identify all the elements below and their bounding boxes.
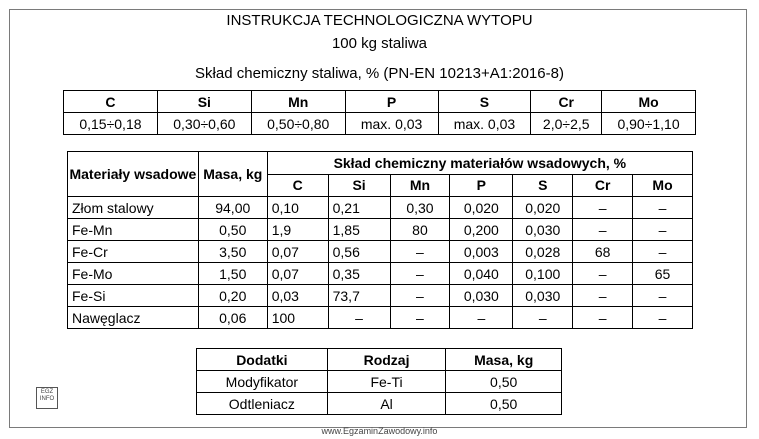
material-mo: – [633,307,693,329]
additive-name: Modyfikator [197,371,328,393]
material-p: – [450,307,513,329]
material-s: 0,030 [513,285,573,307]
element-header: C [267,174,328,197]
table-row [68,285,693,307]
composition-header-cell: C [64,91,158,113]
additive-mass: 0,50 [446,371,562,393]
composition-value-cell: 0,15÷0,18 [64,113,158,135]
material-s: – [513,307,573,329]
element-header: Si [328,174,390,197]
material-name: Fe-Cr [68,241,199,263]
additive-type: Fe-Ti [327,371,446,393]
document-title: INSTRUKCJA TECHNOLOGICZNA WYTOPU [226,12,533,29]
additives-header-cell: Dodatki [197,349,328,371]
composition-value-cell: 0,90÷1,10 [602,113,696,135]
additives-table [196,348,562,415]
element-header: Mn [390,174,450,197]
table-row [197,393,562,415]
composition-title: Skład chemiczny staliwa, % (PN-EN 10213+A1:2016-8) [195,65,564,82]
material-p: 0,200 [450,219,513,241]
material-c: 0,07 [267,263,328,285]
material-s: 0,020 [513,197,573,219]
materials-col-material: Materiały wsadowe [68,152,199,197]
composition-header-cell: Mn [251,91,345,113]
material-cr: – [573,219,633,241]
material-si: 1,85 [328,219,390,241]
material-c: 0,10 [267,197,328,219]
composition-value-row [64,113,696,135]
material-p: 0,040 [450,263,513,285]
material-c: 1,9 [267,219,328,241]
egzamin-logo-icon: EGZ INFO [36,387,58,409]
material-cr: – [573,307,633,329]
composition-header-cell: Mo [602,91,696,113]
material-mn: – [390,285,450,307]
material-mn: – [390,241,450,263]
material-mo: – [633,285,693,307]
material-mass: 0,20 [198,285,267,307]
material-mo: – [633,197,693,219]
table-row [68,263,693,285]
composition-header-cell: Cr [531,91,602,113]
additive-mass: 0,50 [446,393,562,415]
additives-header-cell: Rodzaj [327,349,446,371]
element-header: Cr [573,174,633,197]
composition-value-cell: 0,50÷0,80 [251,113,345,135]
material-c: 0,03 [267,285,328,307]
material-si: 0,56 [328,241,390,263]
table-row [197,371,562,393]
material-mn: 0,30 [390,197,450,219]
composition-value-cell: max. 0,03 [438,113,531,135]
composition-value-cell: max. 0,03 [345,113,438,135]
table-row [68,241,693,263]
material-cr: – [573,285,633,307]
material-mn: 80 [390,219,450,241]
materials-table [67,151,693,329]
material-name: Nawęglacz [68,307,199,329]
material-cr: 68 [573,241,633,263]
materials-header-row [68,152,693,175]
material-si: 73,7 [328,285,390,307]
material-si: 0,21 [328,197,390,219]
composition-header-cell: S [438,91,531,113]
additive-name: Odtleniacz [197,393,328,415]
material-mass: 94,00 [198,197,267,219]
material-si: – [328,307,390,329]
material-cr: – [573,263,633,285]
material-mo: 65 [633,263,693,285]
material-p: 0,020 [450,197,513,219]
material-p: 0,003 [450,241,513,263]
material-s: 0,030 [513,219,573,241]
document-subtitle: 100 kg staliwa [331,35,428,52]
additive-type: Al [327,393,446,415]
table-row [68,307,693,329]
composition-header-cell: Si [157,91,251,113]
composition-value-cell: 0,30÷0,60 [157,113,251,135]
material-name: Fe-Mo [68,263,199,285]
material-p: 0,030 [450,285,513,307]
element-header: S [513,174,573,197]
composition-header-cell: P [345,91,438,113]
footer-url: www.EgzaminZawodowy.info [321,426,438,436]
composition-value-cell: 2,0÷2,5 [531,113,602,135]
material-name: Fe-Mn [68,219,199,241]
material-name: Złom stalowy [68,197,199,219]
material-mn: – [390,263,450,285]
material-name: Fe-Si [68,285,199,307]
materials-col-group: Skład chemiczny materiałów wsadowych, % [267,152,692,175]
composition-header-row [64,91,696,113]
material-mass: 1,50 [198,263,267,285]
composition-table [63,90,696,135]
material-c: 0,07 [267,241,328,263]
material-mass: 3,50 [198,241,267,263]
material-c: 100 [267,307,328,329]
material-si: 0,35 [328,263,390,285]
material-cr: – [573,197,633,219]
additives-header-row [197,349,562,371]
table-row [68,219,693,241]
element-header: Mo [633,174,693,197]
material-mo: – [633,219,693,241]
material-mo: – [633,241,693,263]
material-s: 0,100 [513,263,573,285]
material-s: 0,028 [513,241,573,263]
material-mn: – [390,307,450,329]
material-mass: 0,50 [198,219,267,241]
materials-col-mass: Masa, kg [198,152,267,197]
table-row [68,197,693,219]
element-header: P [450,174,513,197]
material-mass: 0,06 [198,307,267,329]
additives-header-cell: Masa, kg [446,349,562,371]
